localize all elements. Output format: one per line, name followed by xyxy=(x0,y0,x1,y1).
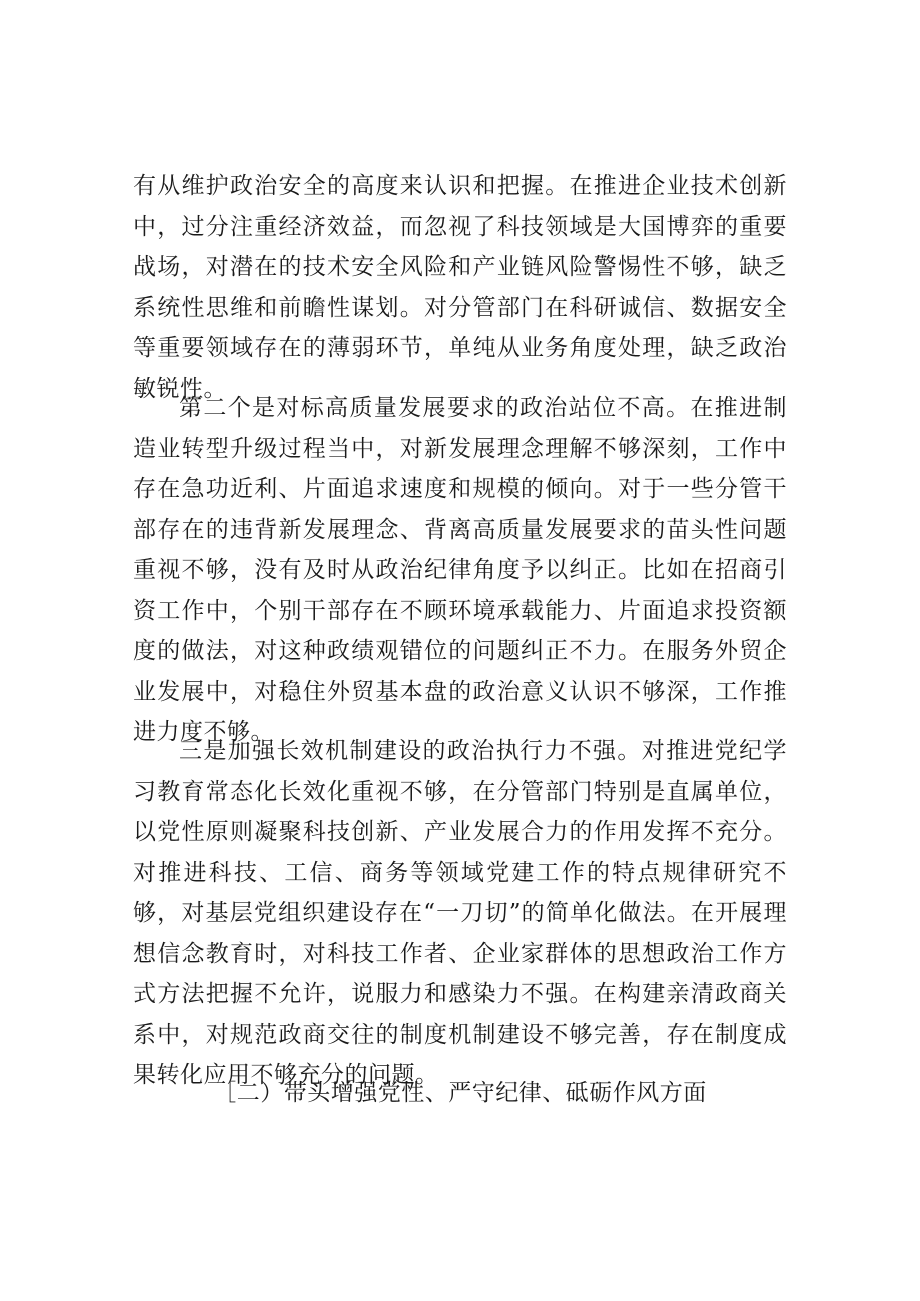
section-heading: ［二）带头增强党性、严守纪律、砥砺作风方面 xyxy=(213,1080,707,1106)
paragraph-political-security: 有从维护政治安全的高度来认识和把握。在推进企业技术创新中，过分注重经济效益，而忽视了科技领域是大国博弈的重要战场，对潜在的技术安全风险和产业链风险警惕性不够，缺乏系统性思维和前瞻性谋划。对分管部门在科研诚信、数据安全等重要领域存在的薄弱环节，单纯从业务角度处理，缺乏政治敏锐性。 xyxy=(133,173,787,402)
paragraph-high-quality-development: 第二个是对标高质量发展要求的政治站位不高。在推进制造业转型升级过程当中，对新发展理念理解不够深刻，工作中存在急功近利、片面追求速度和规模的倾向。对于一些分管干部存在的违背新发展理念、背离高质量发展要求的苗头性问题重视不够，没有及时从政治纪律角度予以纠正。比如在招商引资工作中，个别干部存在不顾环境承载能力、片面追求投资额度的做法，对这种政绩观错位的问题纠正不力。在服务外贸企业发展中，对稳住外贸基本盘的政治意义认识不够深，工作推进力度不够。 xyxy=(133,395,787,745)
paragraph-long-term-mechanism: 三是加强长效机制建设的政治执行力不强。对推进党纪学习教育常态化长效化重视不够，在分管部门特别是直属单位，以党性原则凝聚科技创新、产业发展合力的作用发挥不充分。对推进科技、工信、商务等领域党建工作的特点规律研究不够，对基层党组织建设存在“一刀切”的简单化做法。在开展理想信念教育时，对科技工作者、企业家群体的思想政治工作方式方法把握不允许，说服力和感染力不强。在构建亲清政商关系中，对规范政商交往的制度机制建设不够完善，存在制度成果转化应用不够充分的问题。 xyxy=(133,738,787,1088)
